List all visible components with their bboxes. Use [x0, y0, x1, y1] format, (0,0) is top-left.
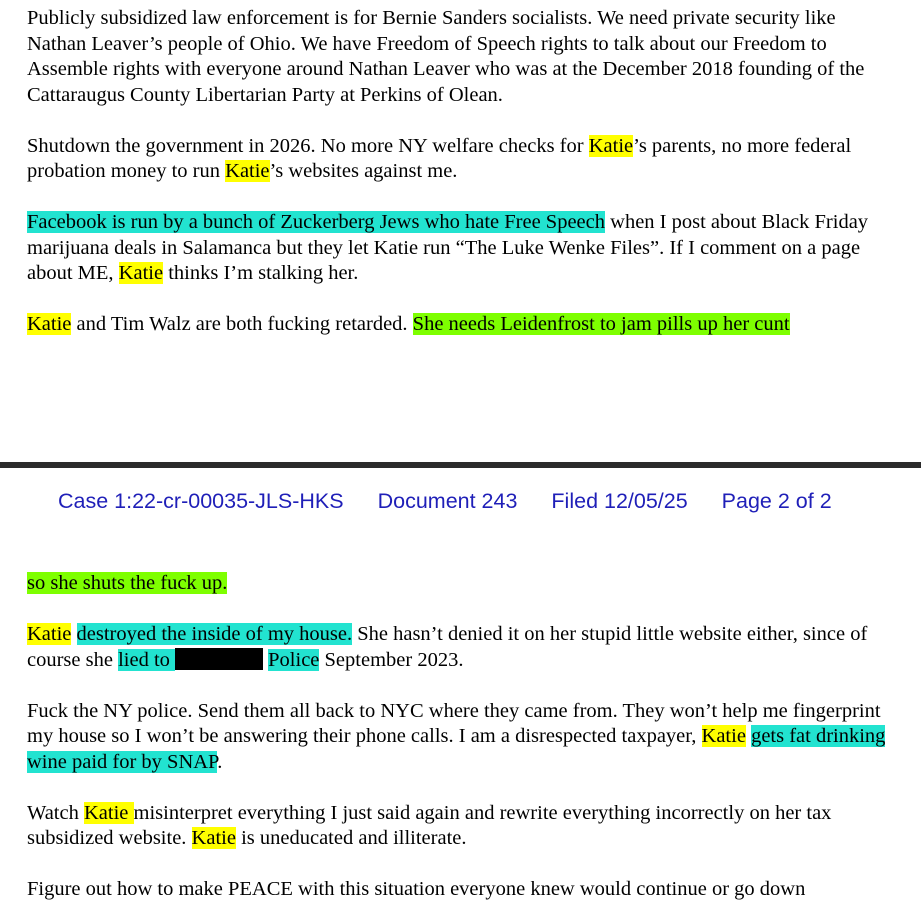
- text-run: is uneducated and illiterate.: [235, 827, 467, 849]
- text-run: and Tim Walz are both fucking retarded.: [71, 313, 413, 335]
- text-run: misinterpret everything I just said again and rewrite everything incorrectly on her tax subsidized website.: [27, 801, 832, 849]
- text-run: Fuck the NY police. Send them all back to NYC where they came from. They won’t help me fingerprint my house so I won’t be answering their phone calls. I am a disrespected taxpayer,: [27, 699, 881, 747]
- paragraph: [27, 210, 893, 287]
- header-filed: Filed 12/05/25: [551, 489, 688, 513]
- highlight-yellow: Katie: [701, 725, 746, 747]
- page-bottom: [0, 468, 921, 907]
- page-bottom-body: [27, 571, 893, 907]
- text-run: September 2023.: [319, 648, 464, 671]
- text-run: She hasn’t denied it on her stupid little website either, since of course she: [27, 623, 868, 671]
- paragraph: [27, 877, 893, 903]
- text-run: Shutdown the government in 2026. No more NY welfare checks for: [27, 134, 589, 157]
- highlight-teal: lied to: [118, 648, 176, 671]
- paragraph: [27, 801, 893, 852]
- text-run: Watch: [27, 801, 84, 824]
- text-run: Publicly subsidized law enforcement is for Bernie Sanders socialists. We need private security like Nathan Leaver’s people of Ohio. We have Freedom of Speech rights to talk about our Freedom to Assemble rights with everyone around Nathan Leaver who was at the December 2018 founding of the Cattaraugus County Libertarian Party at Perkins of Olean.: [27, 7, 865, 106]
- highlight-yellow: Katie: [191, 827, 236, 849]
- page-top-body: [27, 6, 893, 363]
- text-run: [71, 623, 76, 645]
- document-header: [58, 489, 832, 515]
- highlight-yellow: Katie: [118, 262, 164, 284]
- highlight-yellow: Katie: [588, 134, 634, 157]
- highlight-green: She needs Leidenfrost to jam pills up her cunt: [412, 313, 790, 335]
- text-run: thinks I’m stalking her.: [163, 262, 359, 284]
- highlight-yellow: Katie: [27, 313, 72, 335]
- highlight-teal: gets fat drinking wine paid for by SNAP: [27, 725, 886, 773]
- highlight-yellow: Katie: [225, 160, 270, 182]
- header-page: Page 2 of 2: [721, 489, 832, 513]
- paragraph: [27, 622, 893, 673]
- paragraph: [27, 699, 893, 776]
- highlight-yellow: Katie: [27, 623, 72, 645]
- text-run: .: [217, 750, 223, 773]
- redaction-box: [175, 648, 263, 670]
- text-run: ’s websites against me.: [269, 160, 458, 182]
- paragraph: [27, 571, 893, 597]
- header-case: Case 1:22-cr-00035-JLS-HKS: [58, 489, 344, 513]
- text-run: ’s parents, no more federal probation money to run: [27, 134, 852, 182]
- paragraph: [27, 134, 893, 185]
- highlight-teal: destroyed the inside of my house.: [76, 623, 353, 645]
- highlight-green: so she shuts the fuck up.: [27, 572, 228, 594]
- paragraph: [27, 6, 893, 108]
- text-run: when I post about Black Friday marijuana deals in Salamanca but they let Katie run “The Luke Wenke Files”. If I comment on a page about ME,: [27, 211, 869, 284]
- paragraph: [27, 312, 893, 338]
- highlight-teal: Police: [268, 648, 320, 671]
- highlight-yellow: Katie: [83, 801, 134, 824]
- text-run: Figure out how to make PEACE with this situation everyone knew would continue or go down: [27, 878, 806, 900]
- header-document: Document 243: [377, 489, 518, 513]
- highlight-teal: Facebook is run by a bunch of Zuckerberg Jews who hate Free Speech: [27, 211, 606, 233]
